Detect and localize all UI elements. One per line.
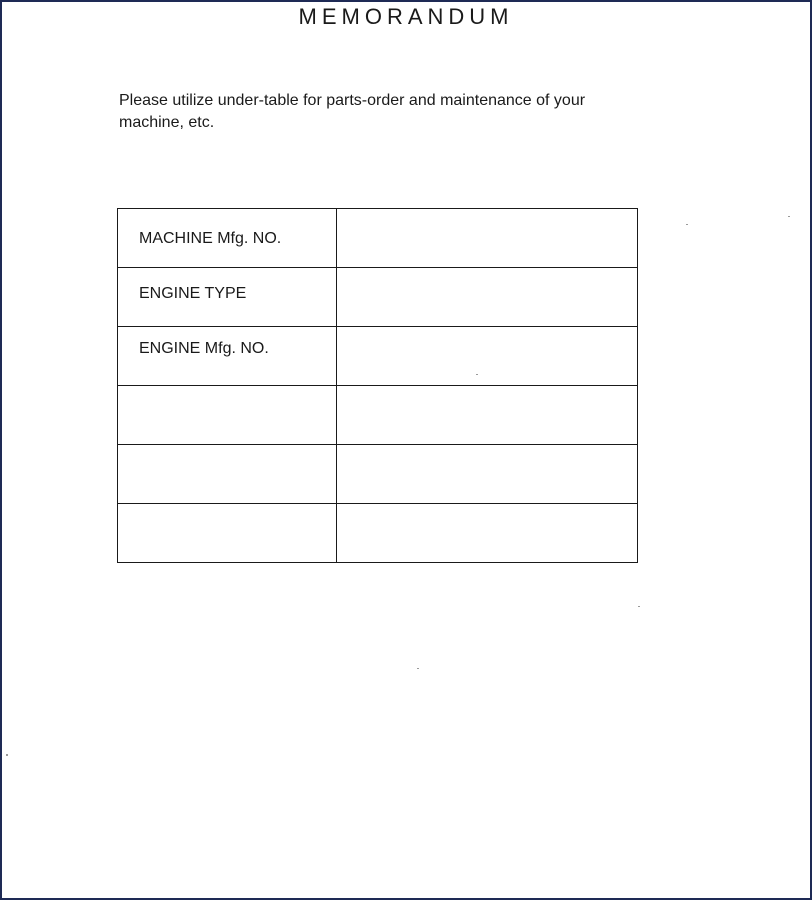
- table-row: [118, 504, 638, 563]
- blank-label-cell[interactable]: [118, 445, 337, 504]
- blank-label-text: [118, 386, 336, 406]
- engine-mfg-no-label: ENGINE Mfg. NO.: [139, 340, 269, 357]
- scan-speck: [417, 668, 419, 669]
- table-row: [118, 327, 638, 386]
- scan-speck: [638, 606, 640, 607]
- engine-type-field[interactable]: [337, 268, 638, 327]
- scan-speck: [788, 216, 790, 217]
- blank-value-cell[interactable]: [337, 445, 638, 504]
- scan-speck: [476, 374, 478, 375]
- table-row: [118, 445, 638, 504]
- blank-label-cell[interactable]: [118, 386, 337, 445]
- engine-type-value: [337, 268, 637, 285]
- blank-label-text: [118, 504, 336, 524]
- page-title: MEMORANDUM: [298, 4, 514, 29]
- table-label-cell: [118, 268, 337, 327]
- engine-mfg-no-value: [337, 327, 637, 340]
- table-row: [118, 209, 638, 268]
- blank-label-cell[interactable]: [118, 504, 337, 563]
- blank-value-text: [337, 386, 637, 406]
- blank-value-cell[interactable]: [337, 504, 638, 563]
- intro-paragraph: Please utilize under-table for parts-order and maintenance of your machine, etc.: [119, 92, 586, 131]
- memo-table: [117, 208, 638, 563]
- table-label-cell: [118, 327, 337, 386]
- scan-speck: [686, 224, 688, 225]
- blank-value-cell[interactable]: [337, 386, 638, 445]
- blank-value-text: [337, 504, 637, 524]
- engine-mfg-no-field[interactable]: [337, 327, 638, 386]
- machine-mfg-no-field[interactable]: [337, 209, 638, 268]
- machine-mfg-no-label: MACHINE Mfg. NO.: [139, 230, 282, 247]
- table-row: [118, 386, 638, 445]
- blank-value-text: [337, 445, 637, 465]
- scan-speck: [6, 754, 8, 756]
- table-label-cell: [118, 209, 337, 268]
- machine-mfg-no-value: [337, 209, 637, 230]
- table-row: [118, 268, 638, 327]
- engine-type-label: ENGINE TYPE: [139, 285, 247, 302]
- blank-label-text: [118, 445, 336, 465]
